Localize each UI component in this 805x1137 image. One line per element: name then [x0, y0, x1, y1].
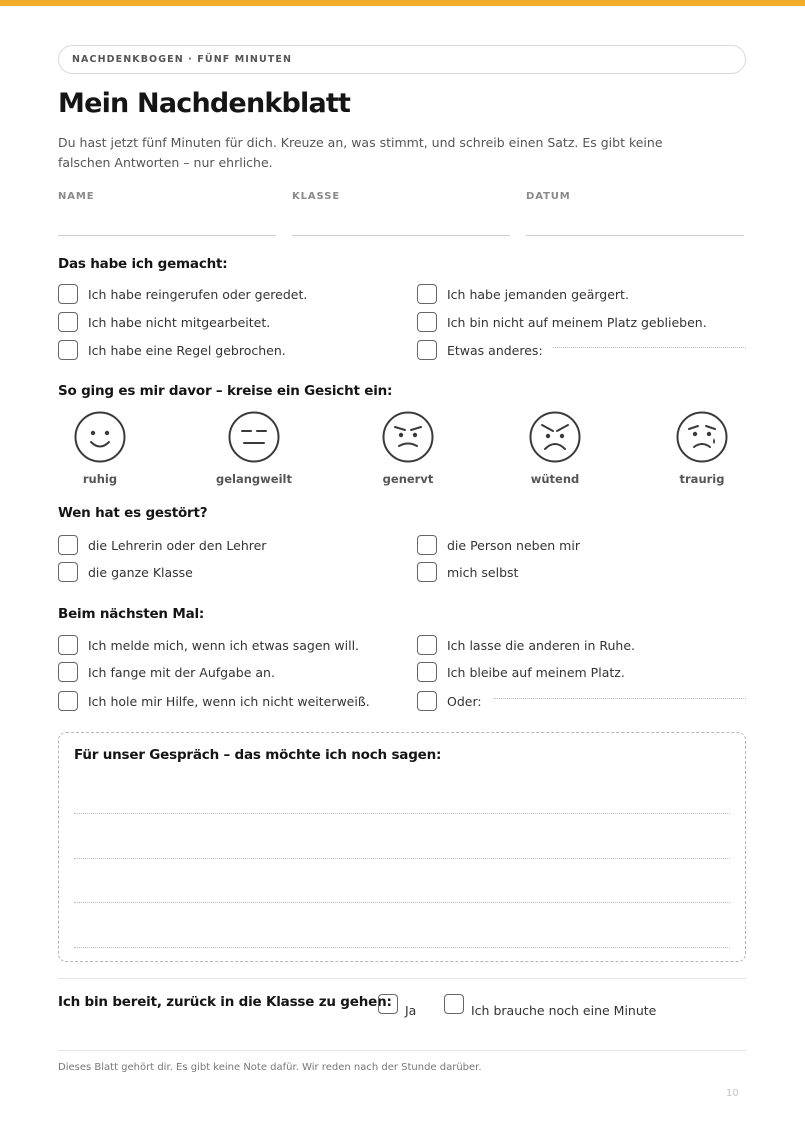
conversation-box — [58, 732, 746, 962]
checkbox[interactable] — [58, 662, 78, 682]
checkbox[interactable] — [417, 635, 437, 655]
name-field[interactable] — [58, 235, 276, 236]
disturbed-option[interactable]: die ganze Klasse — [58, 561, 193, 583]
checkbox[interactable] — [417, 340, 437, 360]
write-line[interactable] — [74, 858, 730, 859]
checkbox[interactable] — [417, 284, 437, 304]
disturbed-heading: Wen hat es gestört? — [58, 505, 208, 521]
face-label: traurig — [679, 472, 725, 486]
feelings-heading: So ging es mir davor – kreise ein Gesicht ein: — [58, 383, 393, 399]
done-option[interactable]: Ich habe nicht mitgearbeitet. — [58, 311, 270, 333]
intro-text: Du hast jetzt fünf Minuten für dich. Kreuze an, was stimmt, und schreib einen Satz. Es gibt keine falschen Antworten – nur ehrliche. — [58, 135, 663, 170]
checkbox[interactable] — [58, 340, 78, 360]
write-line[interactable] — [74, 813, 730, 814]
checkbox[interactable] — [58, 635, 78, 655]
ready-question: Ich bin bereit, zurück in die Klasse zu gehen: — [58, 994, 392, 1010]
checkbox[interactable] — [58, 535, 78, 555]
divider — [58, 978, 746, 979]
date-field[interactable] — [526, 235, 744, 236]
checkbox[interactable] — [378, 994, 398, 1014]
write-line[interactable] — [74, 902, 730, 903]
disturbed-option[interactable]: mich selbst — [417, 561, 518, 583]
ready-minute-option[interactable]: Ich brauche noch eine Minute — [444, 993, 656, 1015]
face-label: genervt — [382, 472, 434, 486]
date-label: DATUM — [526, 191, 571, 202]
top-accent-bar — [0, 0, 805, 6]
checkbox[interactable] — [417, 535, 437, 555]
annoyed-face-icon[interactable] — [381, 410, 435, 464]
done-option[interactable]: Ich habe eine Regel gebrochen. — [58, 339, 286, 361]
next-time-heading: Beim nächsten Mal: — [58, 606, 205, 622]
divider — [58, 1050, 746, 1051]
class-field[interactable] — [292, 235, 510, 236]
checkbox[interactable] — [58, 284, 78, 304]
disturbed-option[interactable]: die Lehrerin oder den Lehrer — [58, 534, 266, 556]
conversation-heading: Für unser Gespräch – das möchte ich noch sagen: — [74, 747, 442, 763]
checkbox[interactable] — [58, 691, 78, 711]
checkbox[interactable] — [444, 994, 464, 1014]
done-option[interactable]: Ich bin nicht auf meinem Platz geblieben. — [417, 311, 707, 333]
face-label: ruhig — [82, 472, 118, 486]
next-option[interactable]: Ich fange mit der Aufgabe an. — [58, 661, 275, 683]
checkbox[interactable] — [417, 691, 437, 711]
next-option[interactable]: Ich lasse die anderen in Ruhe. — [417, 634, 635, 656]
done-option[interactable]: Ich habe jemanden geärgert. — [417, 283, 629, 305]
face-label: wütend — [530, 472, 580, 486]
face-label: gelangweilt — [216, 472, 292, 486]
checkbox[interactable] — [417, 312, 437, 332]
next-option[interactable]: Ich melde mich, wenn ich etwas sagen will. — [58, 634, 359, 656]
done-option-other[interactable]: Etwas anderes: — [417, 339, 543, 361]
footer-note: Dieses Blatt gehört dir. Es gibt keine Note dafür. Wir reden nach der Stunde darüber. — [58, 1062, 482, 1073]
other-write-line[interactable] — [493, 698, 746, 699]
disturbed-option[interactable]: die Person neben mir — [417, 534, 580, 556]
class-label: KLASSE — [292, 191, 341, 202]
checkbox[interactable] — [417, 662, 437, 682]
angry-face-icon[interactable] — [528, 410, 582, 464]
next-option[interactable]: Ich bleibe auf meinem Platz. — [417, 661, 625, 683]
done-heading: Das habe ich gemacht: — [58, 256, 228, 272]
other-write-line[interactable] — [553, 347, 746, 348]
header-tag: NACHDENKBOGEN · FÜNF MINUTEN — [58, 45, 746, 74]
page-number: 10 — [726, 1088, 739, 1099]
name-label: NAME — [58, 191, 95, 202]
sad-face-icon[interactable] — [675, 410, 729, 464]
checkbox[interactable] — [417, 562, 437, 582]
done-option[interactable]: Ich habe reingerufen oder geredet. — [58, 283, 307, 305]
next-option-other[interactable]: Oder: — [417, 690, 482, 712]
checkbox[interactable] — [58, 562, 78, 582]
ready-yes-option[interactable]: Ja — [378, 993, 416, 1015]
page-title: Mein Nachdenkblatt — [58, 88, 351, 119]
checkbox[interactable] — [58, 312, 78, 332]
bored-face-icon[interactable] — [227, 410, 281, 464]
calm-face-icon[interactable] — [73, 410, 127, 464]
write-line[interactable] — [74, 947, 730, 948]
next-option[interactable]: Ich hole mir Hilfe, wenn ich nicht weiterweiß. — [58, 690, 370, 712]
